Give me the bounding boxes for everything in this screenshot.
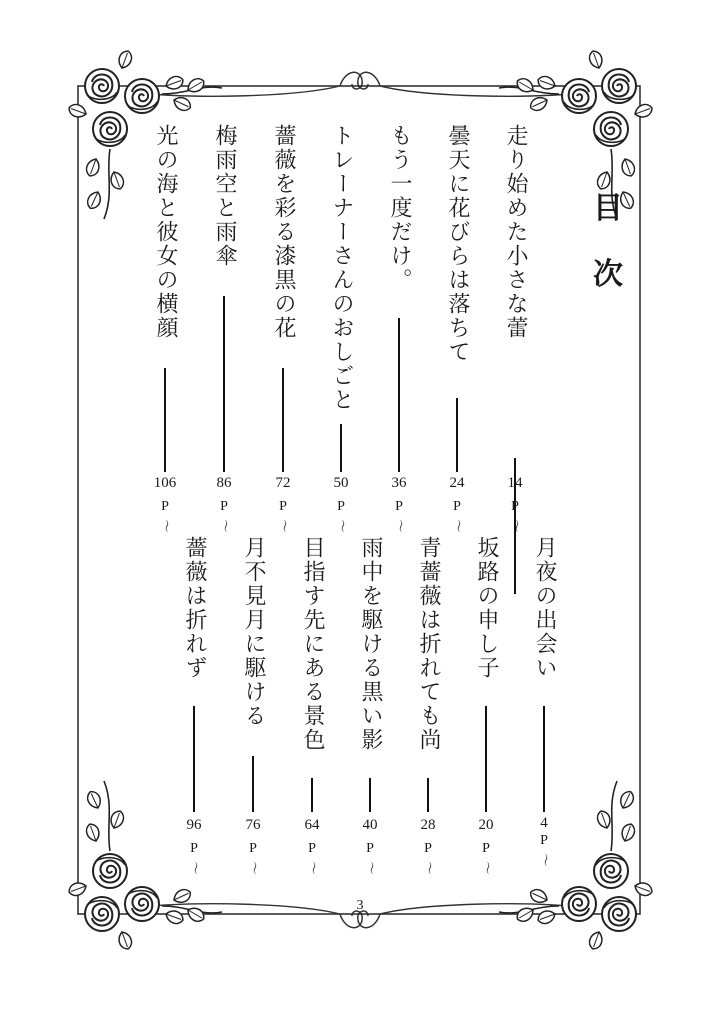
page-marker: P bbox=[366, 841, 374, 856]
entry-title: トレーナーさんのおしごと bbox=[329, 124, 354, 412]
page-tilde: 〜 bbox=[217, 519, 232, 533]
leader-line bbox=[543, 706, 545, 812]
entry-page: 14 bbox=[507, 475, 523, 491]
entry-page: 72 bbox=[275, 475, 291, 491]
leader-line bbox=[485, 706, 487, 812]
entry-page: 28 bbox=[420, 817, 436, 833]
entry-title: 目指す先にある景色 bbox=[300, 536, 325, 752]
page-tilde: 〜 bbox=[305, 861, 320, 875]
page-marker: P bbox=[190, 841, 198, 856]
page-marker: P bbox=[511, 499, 519, 514]
entry-title: もう一度だけ。 bbox=[387, 124, 412, 292]
entry-page: 96 bbox=[186, 817, 202, 833]
entry-page: 106 bbox=[153, 475, 177, 491]
leader-line bbox=[456, 398, 458, 472]
entry-page: 86 bbox=[216, 475, 232, 491]
heading-char-2: 次 bbox=[593, 257, 623, 292]
page-tilde: 〜 bbox=[363, 861, 378, 875]
entry-page: 20 bbox=[478, 817, 494, 833]
page-tilde: 〜 bbox=[276, 519, 291, 533]
page-marker: P bbox=[482, 841, 490, 856]
page-number: 3 bbox=[356, 898, 364, 913]
entry-page: 50 bbox=[333, 475, 349, 491]
entry-page: 64 bbox=[304, 817, 320, 833]
leader-line bbox=[252, 756, 254, 812]
page-tilde: 〜 bbox=[392, 519, 407, 533]
entry-title: 曇天に花びらは落ちて bbox=[445, 124, 470, 364]
entry-page: 4 bbox=[540, 815, 548, 831]
entry-title: 月夜の出会い bbox=[532, 536, 557, 680]
page-marker: P bbox=[249, 841, 257, 856]
page-tilde: 〜 bbox=[246, 861, 261, 875]
page-marker: P bbox=[279, 499, 287, 514]
leader-line bbox=[282, 368, 284, 472]
page-marker: P bbox=[161, 499, 169, 514]
entry-title: 光の海と彼女の横顔 bbox=[153, 124, 178, 340]
entry-page: 36 bbox=[391, 475, 407, 491]
entry-title: 青薔薇は折れても尚 bbox=[416, 536, 441, 752]
page-tilde: 〜 bbox=[158, 519, 173, 533]
entry-title: 走り始めた小さな蕾 bbox=[503, 124, 528, 340]
page-marker: P bbox=[453, 499, 461, 514]
heading-char-1: 目 bbox=[593, 191, 623, 226]
leader-line bbox=[369, 778, 371, 812]
page-tilde: 〜 bbox=[508, 519, 523, 533]
page-tilde: 〜 bbox=[450, 519, 465, 533]
page-marker: P bbox=[540, 833, 548, 848]
entry-title: 梅雨空と雨傘 bbox=[212, 124, 237, 268]
page-marker: P bbox=[424, 841, 432, 856]
leader-line bbox=[193, 706, 195, 812]
leader-line bbox=[164, 368, 166, 472]
page-tilde: 〜 bbox=[479, 861, 494, 875]
entry-title: 雨中を駆ける黒い影 bbox=[358, 536, 383, 752]
leader-line bbox=[398, 318, 400, 472]
entry-page: 40 bbox=[362, 817, 378, 833]
page-tilde: 〜 bbox=[187, 861, 202, 875]
entry-title: 薔薇を彩る漆黒の花 bbox=[271, 124, 296, 340]
page-tilde: 〜 bbox=[421, 861, 436, 875]
entry-title: 薔薇は折れず bbox=[182, 536, 207, 680]
page-tilde: 〜 bbox=[537, 853, 552, 867]
page-tilde: 〜 bbox=[334, 519, 349, 533]
entry-page: 24 bbox=[449, 475, 465, 491]
leader-line bbox=[340, 424, 342, 472]
page-marker: P bbox=[308, 841, 316, 856]
leader-line bbox=[223, 296, 225, 472]
entry-title: 月不見月に駆ける bbox=[241, 536, 266, 728]
page-marker: P bbox=[220, 499, 228, 514]
leader-line bbox=[311, 778, 313, 812]
page-marker: P bbox=[337, 499, 345, 514]
entry-title: 坂路の申し子 bbox=[474, 536, 499, 680]
page-marker: P bbox=[395, 499, 403, 514]
leader-line bbox=[427, 778, 429, 812]
entry-page: 76 bbox=[245, 817, 261, 833]
